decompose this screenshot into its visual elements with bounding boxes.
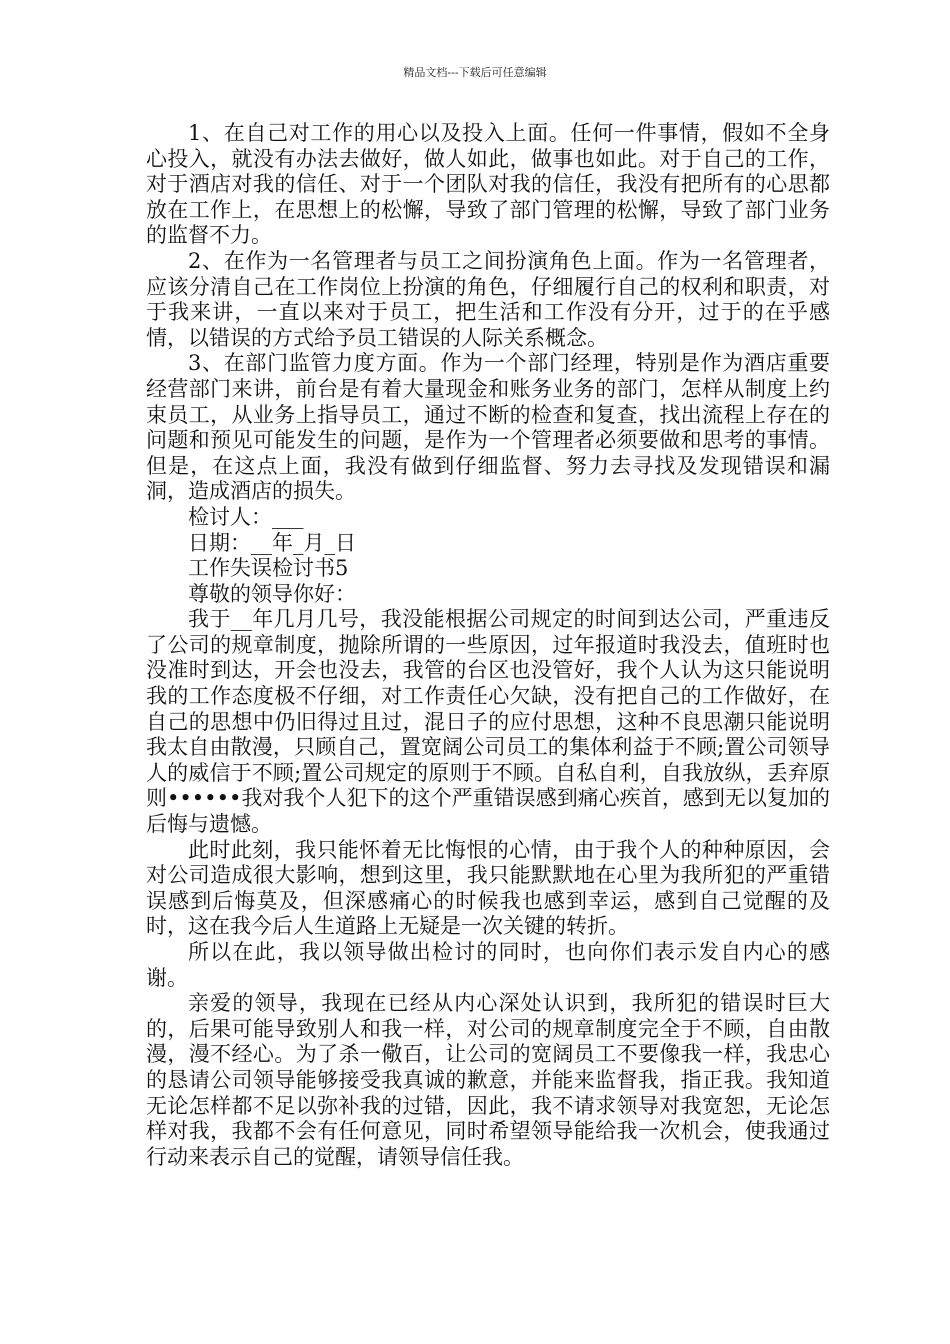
- section-title: 工作失误检讨书5: [188, 556, 349, 581]
- paragraph-2: 2、在作为一名管理者与员工之间扮演角色上面。作为一名管理者，应该分清自己在工作岗位上扮演的角色，仔细履行自己的权利和职责，对于我来讲，一直以来对于员工，把生活和工作没有分开，过于的在乎感情，以错误的方式给予员工错误的人际关系概念。: [146, 248, 830, 350]
- signature-line: 检讨人：___: [188, 504, 304, 529]
- paragraph-5: 此时此刻，我只能怀着无比悔恨的心情，由于我个人的种种原因，会对公司造成很大影响，想到这里，我只能默默地在心里为我所犯的严重错误感到后悔莫及，但深感痛心的时候我也感到幸运，感到自己觉醒的及时，这在我今后人生道路上无疑是一次关键的转折。: [146, 837, 830, 939]
- paragraph-7: 亲爱的领导，我现在已经从内心深处认识到，我所犯的错误时巨大的，后果可能导致别人和我一样，对公司的规章制度完全于不顾，自由散漫，漫不经心。为了杀一儆百，让公司的宽阔员工不要像我一样，我忠心的恳请公司领导能够接受我真诚的歉意，并能来监督我，指正我。我知道无论怎样都不足以弥补我的过错，因此，我不请求领导对我宽恕，无论怎样对我，我都不会有任何意见，同时希望领导能给我一次机会，使我通过行动来表示自己的觉醒，请领导信任我。: [146, 991, 830, 1169]
- paragraph-6: 所以在此，我以领导做出检讨的同时，也向你们表示发自内心的感谢。: [146, 940, 830, 990]
- date-line: 日期：__年_月_日: [188, 530, 356, 555]
- document-body: [146, 121, 830, 1170]
- paragraph-1: 1、在自己对工作的用心以及投入上面。任何一件事情，假如不全身心投入，就没有办法去做好，做人如此，做事也如此。对于自己的工作，对于酒店对我的信任、对于一个团队对我的信任，我没有把所有的心思都放在工作上，在思想上的松懈，导致了部门管理的松懈，导致了部门业务的监督不力。: [146, 121, 830, 248]
- salutation: 尊敬的领导你好：: [188, 581, 356, 606]
- page-header: 精品文档---下载后可任意编辑: [403, 66, 547, 79]
- paragraph-4: 我于__年几月几号，我没能根据公司规定的时间到达公司，严重违反了公司的规章制度，抛除所谓的一些原因，过年报道时我没去，值班时也没准时到达，开会也没去，我管的台区也没管好，我个人认为这只能说明我的工作态度极不仔细，对工作责任心欠缺，没有把自己的工作做好，在自己的思想中仍旧得过且过，混日子的应付思想，这种不良思潮只能说明我太自由散漫，只顾自己，置宽阔公司员工的集体利益于不顾;置公司领导人的威信于不顾;置公司规定的原则于不顾。自私自利，自我放纵，丢弃原则••••••我对我个人犯下的这个严重错误感到痛心疾首，感到无以复加的后悔与遗憾。: [146, 607, 830, 837]
- paragraph-3: 3、在部门监管力度方面。作为一个部门经理，特别是作为酒店重要经营部门来讲，前台是有着大量现金和账务业务的部门，怎样从制度上约束员工，从业务上指导员工，通过不断的检查和复查，找出流程上存在的问题和预见可能发生的问题，是作为一个管理者必须要做和思考的事情。但是，在这点上面，我没有做到仔细监督、努力去寻找及发现错误和漏洞，造成酒店的损失。: [146, 351, 830, 504]
